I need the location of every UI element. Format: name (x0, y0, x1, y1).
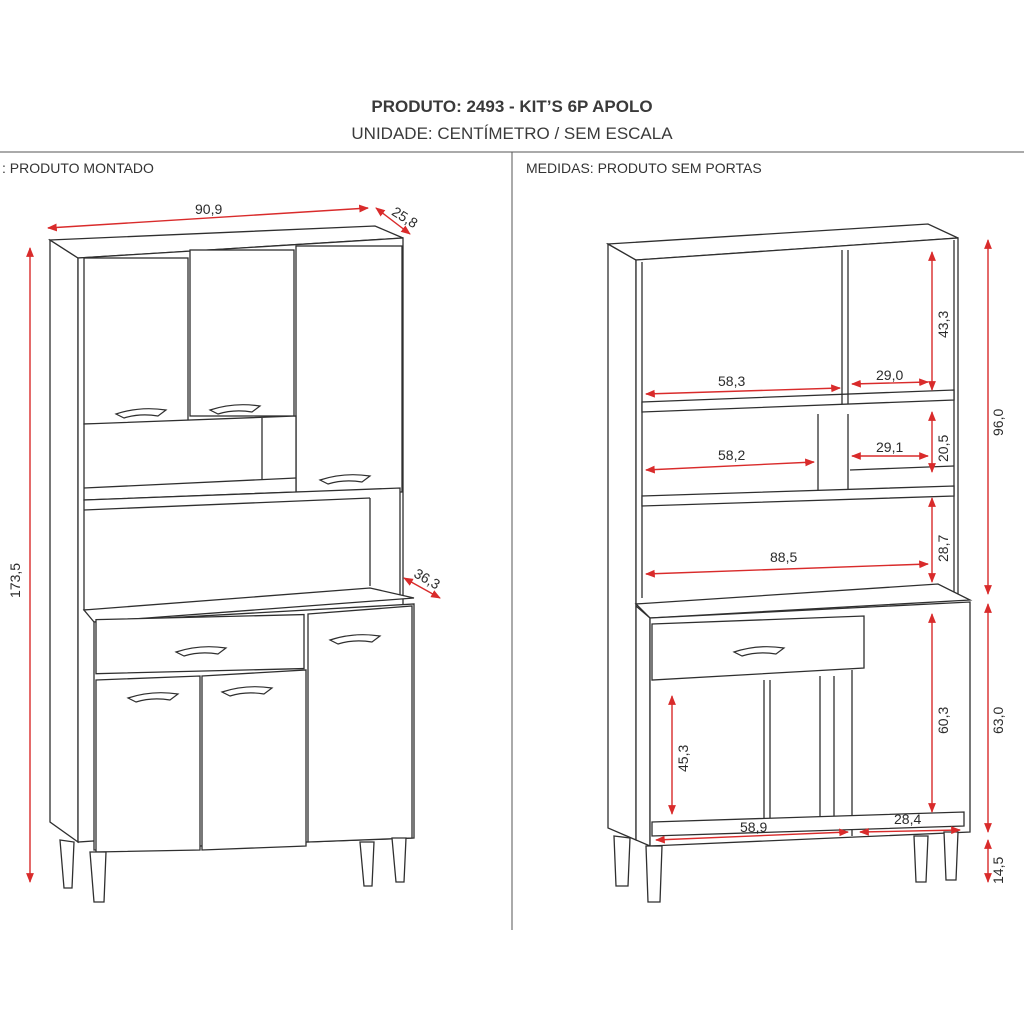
dim-base-right-width: 28,4 (894, 811, 922, 827)
dim-open-width: 88,5 (770, 549, 798, 565)
dim-base-left-width: 58,9 (740, 819, 768, 835)
dim-open-height: 28,7 (935, 534, 951, 562)
dim-middle-left-width: 58,2 (718, 447, 746, 463)
right-panel-label: MEDIDAS: PRODUTO SEM PORTAS (526, 160, 762, 176)
unit-subtitle: UNIDADE: CENTÍMETRO / SEM ESCALA (351, 124, 673, 143)
dim-upper-height: 43,3 (935, 310, 951, 338)
dim-middle-right-width: 29,1 (876, 439, 904, 455)
dim-base-height: 63,0 (990, 706, 1006, 734)
dim-base-inner-height: 60,3 (935, 706, 951, 734)
dim-upper-right-width: 29,0 (876, 367, 904, 383)
dim-upper-left-width: 58,3 (718, 373, 746, 389)
dim-height: 173,5 (7, 562, 23, 598)
dim-leg-height: 14,5 (990, 856, 1006, 884)
dim-base-left-height: 45,3 (675, 744, 691, 772)
product-title: PRODUTO: 2493 - KIT’S 6P APOLO (371, 97, 653, 116)
dim-depth-top: 25,8 (389, 203, 421, 232)
assembled-cabinet (50, 226, 414, 902)
dim-middle-height: 20,5 (935, 434, 951, 462)
dim-top-section-height: 96,0 (990, 408, 1006, 436)
dim-width: 90,9 (195, 201, 223, 217)
dim-depth-base: 36,3 (411, 564, 443, 593)
left-panel-label: : PRODUTO MONTADO (2, 160, 154, 176)
